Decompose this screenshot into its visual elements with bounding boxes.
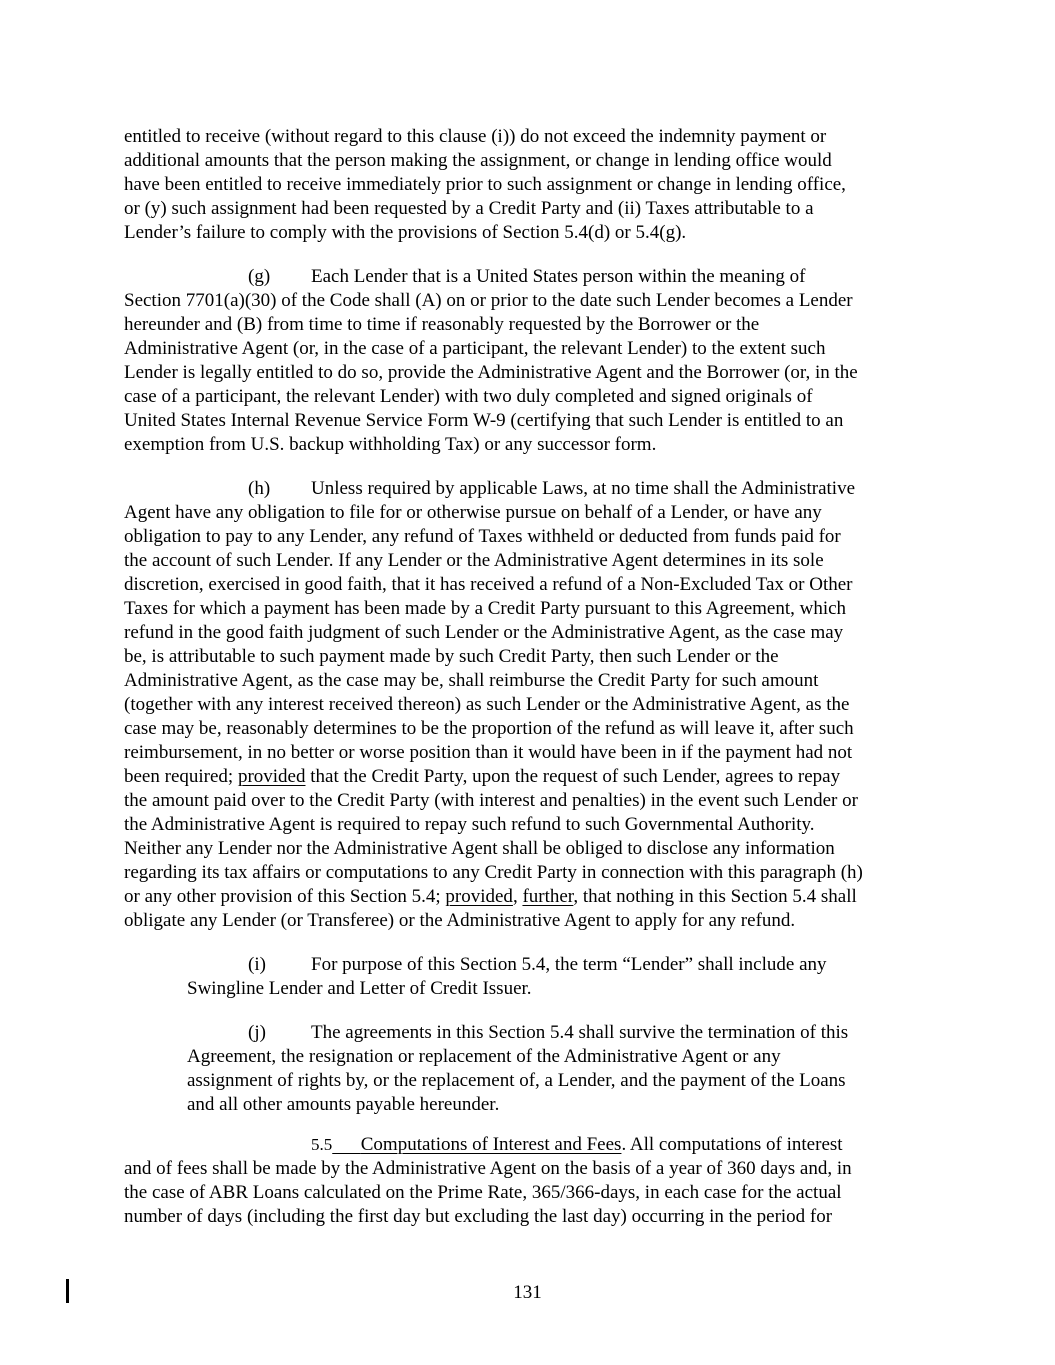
paragraph-g-line: Lender is legally entitled to do so, provide the Administrative Agent and the Borrower (or, in the	[124, 362, 858, 383]
paragraph-h-line: regarding its tax affairs or computations to any Credit Party in connection with this paragraph (h)	[124, 862, 863, 883]
paragraph-h-line: case may be, reasonably determines to be the proportion of the refund as will leave it, after such	[124, 718, 854, 739]
paragraph-h-line: obligation to pay to any Lender, any refund of Taxes withheld or deducted from funds paid for	[124, 526, 841, 547]
paragraph-g-line: United States Internal Revenue Service Form W-9 (certifying that such Lender is entitled to an	[124, 410, 844, 431]
provided-term: provided	[445, 886, 513, 907]
paragraph-h-line: Agent have any obligation to file for or otherwise pursue on behalf of a Lender, or have any	[124, 502, 822, 523]
paragraph-j-line: assignment of rights by, or the replacement of, a Lender, and the payment of the Loans	[187, 1070, 846, 1091]
paragraph-h-line: be, is attributable to such payment made by such Credit Party, then such Lender or the	[124, 646, 779, 667]
text-run: been required;	[124, 766, 238, 787]
paragraph-h-line: obligate any Lender (or Transferee) or the Administrative Agent to apply for any refund.	[124, 910, 796, 931]
paragraph-h-line: the amount paid over to the Credit Party (with interest and penalties) in the event such Lender or	[124, 790, 858, 811]
section-5-5-line: and of fees shall be made by the Administrative Agent on the basis of a year of 360 days and, in	[124, 1158, 852, 1179]
paragraph-g-line: case of a participant, the relevant Lender) with two duly completed and signed originals of	[124, 386, 813, 407]
paragraph-h-line: refund in the good faith judgment of such Lender or the Administrative Agent, as the case may	[124, 622, 844, 643]
section-heading-tab	[332, 1134, 361, 1155]
paragraph-h-label: (h)	[248, 478, 271, 499]
intro-line: entitled to receive (without regard to this clause (i)) do not exceed the indemnity payment or	[124, 126, 827, 147]
paragraph-h-line: Neither any Lender nor the Administrative Agent shall be obliged to disclose any information	[124, 838, 835, 859]
text-run: ,	[512, 886, 523, 907]
paragraph-h-line: Taxes for which a payment has been made by a Credit Party pursuant to this Agreement, which	[124, 598, 847, 619]
provided-term: provided	[237, 766, 306, 787]
intro-line: Lender’s failure to comply with the provisions of Section 5.4(d) or 5.4(g).	[124, 222, 687, 243]
paragraph-i-line: Swingline Lender and Letter of Credit Issuer.	[187, 978, 532, 999]
paragraph-j-line: and all other amounts payable hereunder.	[187, 1094, 500, 1115]
paragraph-h-line: the account of such Lender. If any Lender or the Administrative Agent determines in its sole	[124, 550, 824, 571]
paragraph-h-line: the Administrative Agent is required to repay such refund to such Governmental Authority.	[124, 814, 815, 835]
text-run: or any other provision of this Section 5.4;	[124, 886, 446, 907]
intro-line: have been entitled to receive immediately prior to such assignment or change in lending office,	[124, 174, 846, 195]
section-5-5-line: the case of ABR Loans calculated on the Prime Rate, 365/366-days, in each case for the actual	[124, 1182, 842, 1203]
section-number: 5.5	[311, 1135, 333, 1154]
paragraph-g-line: Section 7701(a)(30) of the Code shall (A) on or prior to the date such Lender becomes a Lender	[124, 290, 853, 311]
paragraph-j-first-line: The agreements in this Section 5.4 shall survive the termination of this	[311, 1022, 849, 1043]
section-5-5-heading-line	[311, 1133, 843, 1157]
paragraph-h-line: Administrative Agent, as the case may be, shall reimburse the Credit Party for such amount	[124, 670, 819, 691]
intro-line: additional amounts that the person making the assignment, or change in lending office would	[124, 150, 832, 171]
section-5-5-line: number of days (including the first day but excluding the last day) occurring in the period for	[124, 1206, 833, 1227]
paragraph-h-line	[124, 885, 857, 909]
paragraph-g-first-line: Each Lender that is a United States person within the meaning of	[311, 266, 806, 287]
section-heading: Computations of Interest and Fees	[360, 1134, 622, 1155]
intro-line: or (y) such assignment had been requested by a Credit Party and (ii) Taxes attributable to a	[124, 198, 814, 219]
text-run: , that nothing in this Section 5.4 shall	[573, 886, 857, 907]
paragraph-g-line: Administrative Agent (or, in the case of a participant, the relevant Lender) to the extent such	[124, 338, 826, 359]
text-run: that the Credit Party, upon the request of such Lender, agrees to repay	[305, 766, 841, 787]
text-run: . All computations of interest	[621, 1134, 843, 1155]
paragraph-h-line: (together with any interest received thereon) as such Lender or the Administrative Agent, as the	[124, 694, 850, 715]
paragraph-i-label: (i)	[248, 954, 266, 975]
paragraph-h-first-line: Unless required by applicable Laws, at no time shall the Administrative	[311, 478, 856, 499]
paragraph-g-line: exemption from U.S. backup withholding Tax) or any successor form.	[124, 434, 657, 455]
paragraph-i-first-line: For purpose of this Section 5.4, the term “Lender” shall include any	[311, 954, 827, 975]
paragraph-g-label: (g)	[248, 266, 271, 287]
page-number: 131	[513, 1282, 542, 1303]
further-term: further	[522, 886, 574, 907]
paragraph-g-line: hereunder and (B) from time to time if reasonably requested by the Borrower or the	[124, 314, 760, 335]
paragraph-h-line	[124, 765, 840, 789]
paragraph-h-line: discretion, exercised in good faith, that it has received a refund of a Non-Excluded Tax or Other	[124, 574, 853, 595]
paragraph-j-label: (j)	[248, 1022, 266, 1043]
paragraph-h-line: reimbursement, in no better or worse position than it would have been in if the payment had not	[124, 742, 853, 763]
paragraph-j-line: Agreement, the resignation or replacement of the Administrative Agent or any	[187, 1046, 781, 1067]
